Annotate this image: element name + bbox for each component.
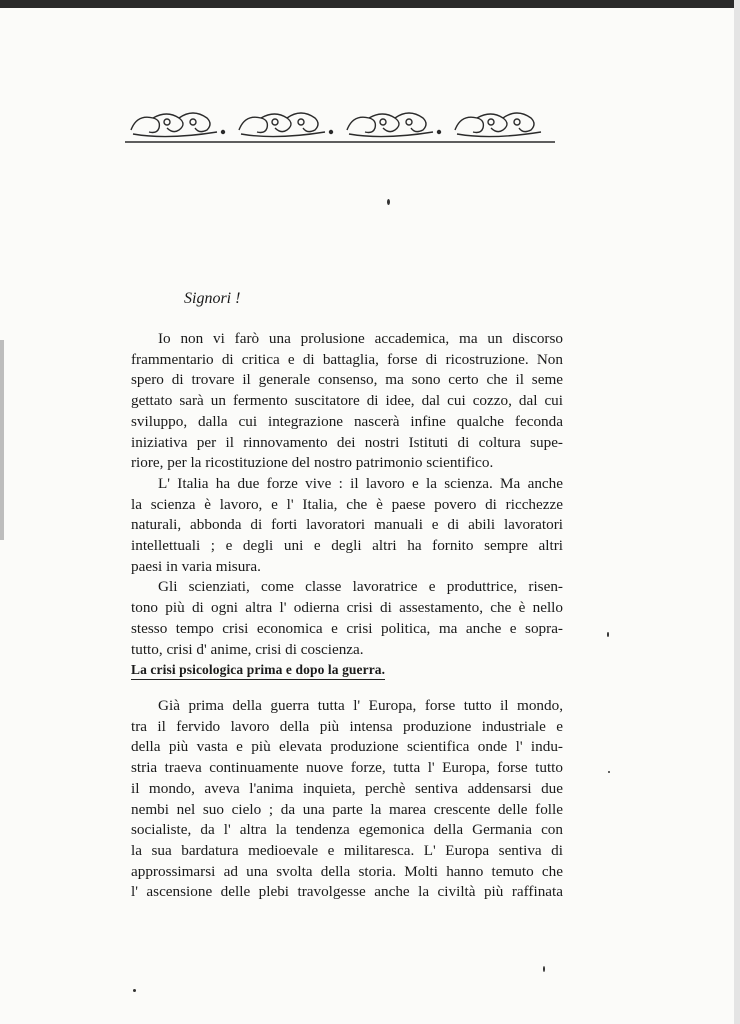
text-line: della più vasta e più elevata produzione scientifica onde l' indu- xyxy=(131,738,563,756)
ornament-svg xyxy=(125,104,555,146)
salutation: Signori ! xyxy=(184,290,241,307)
text-line: spero di trovare il generale consenso, ma sono certo che il seme xyxy=(131,371,563,389)
page-left-edge xyxy=(0,340,4,540)
text-line: paesi in varia misura. xyxy=(131,557,261,575)
text-line: approssimarsi ad una svolta della storia. Molti hanno temuto che xyxy=(131,862,563,880)
text-line: frammentario di critica e di battaglia, forse di ricostruzione. Non xyxy=(131,350,563,368)
ornament-motif-1 xyxy=(131,113,225,137)
text-line: intellettuali ; e degli uni e degli altri ha fornito sempre altri xyxy=(131,537,563,555)
text-line: naturali, abbonda di forti lavoratori manuali e di abili lavoratori xyxy=(131,516,563,534)
text-line: la scienza è lavoro, e l' Italia, che è paese povero di ricchezze xyxy=(131,495,563,513)
page-right-edge xyxy=(734,0,740,1024)
paragraph-3 xyxy=(131,577,563,660)
text-line: gettato sarà un fermento suscitatore di idee, dal cui cozzo, dal cui xyxy=(131,392,563,410)
text-line: la sua bardatura medioevale e militaresca. L' Europa sentiva di xyxy=(131,841,563,859)
page-top-edge xyxy=(0,0,740,8)
text-line: sviluppo, dalla cui integrazione nascerà infine qualche feconda xyxy=(131,412,563,430)
text-line: tutto, crisi d' anime, crisi di coscienza. xyxy=(131,640,364,658)
scan-speck xyxy=(543,966,545,972)
text-line: stesso tempo crisi economica e crisi politica, ma anche e sopra- xyxy=(131,619,563,637)
scan-speck xyxy=(608,771,610,773)
text-line: il mondo, aveva l'anima inquieta, perchè sentiva addensarsi due xyxy=(131,779,563,797)
text-line: tono più di ogni altra l' odierna crisi di assestamento, che è nello xyxy=(131,599,563,617)
header-ornament xyxy=(125,104,555,146)
text-line: stria traeva continuamente nuove forze, tutta l' Europa, forse tutto xyxy=(131,759,563,777)
text-line: L' Italia ha due forze vive : il lavoro e la scienza. Ma anche xyxy=(158,474,563,492)
ornament-motif-4 xyxy=(455,113,541,137)
text-line: l' ascensione delle plebi travolgesse anche la civiltà più raffinata xyxy=(131,883,563,901)
scan-speck xyxy=(133,989,136,992)
paragraph-1 xyxy=(131,329,563,474)
text-line: tra il fervido lavoro della più intensa produzione industriale e xyxy=(131,717,563,735)
section-heading: La crisi psicologica prima e dopo la guerra. xyxy=(131,662,385,680)
ornament-motif-3 xyxy=(347,113,441,137)
paragraph-2 xyxy=(131,474,563,578)
text-line: iniziativa per il rinnovamento dei nostri Istituti di coltura supe- xyxy=(131,433,563,451)
scan-speck xyxy=(387,199,390,205)
intro-text xyxy=(131,329,563,660)
text-line: riore, per la ricostituzione del nostro patrimonio scientifico. xyxy=(131,454,494,472)
scan-speck xyxy=(607,632,609,637)
section-text xyxy=(131,696,563,903)
text-line: nembi nel suo cielo ; da una parte la marea crescente delle folle xyxy=(131,800,563,818)
ornament-motif-2 xyxy=(239,113,333,137)
text-line: socialiste, da l' altra la tendenza egemonica della Germania con xyxy=(131,821,563,839)
paragraph-4 xyxy=(131,696,563,903)
text-line: Già prima della guerra tutta l' Europa, forse tutto il mondo, xyxy=(158,697,563,714)
text-line: Gli scienziati, come classe lavoratrice e produttrice, risen- xyxy=(158,578,563,596)
text-line: Io non vi farò una prolusione accademica, ma un discorso xyxy=(158,330,563,347)
